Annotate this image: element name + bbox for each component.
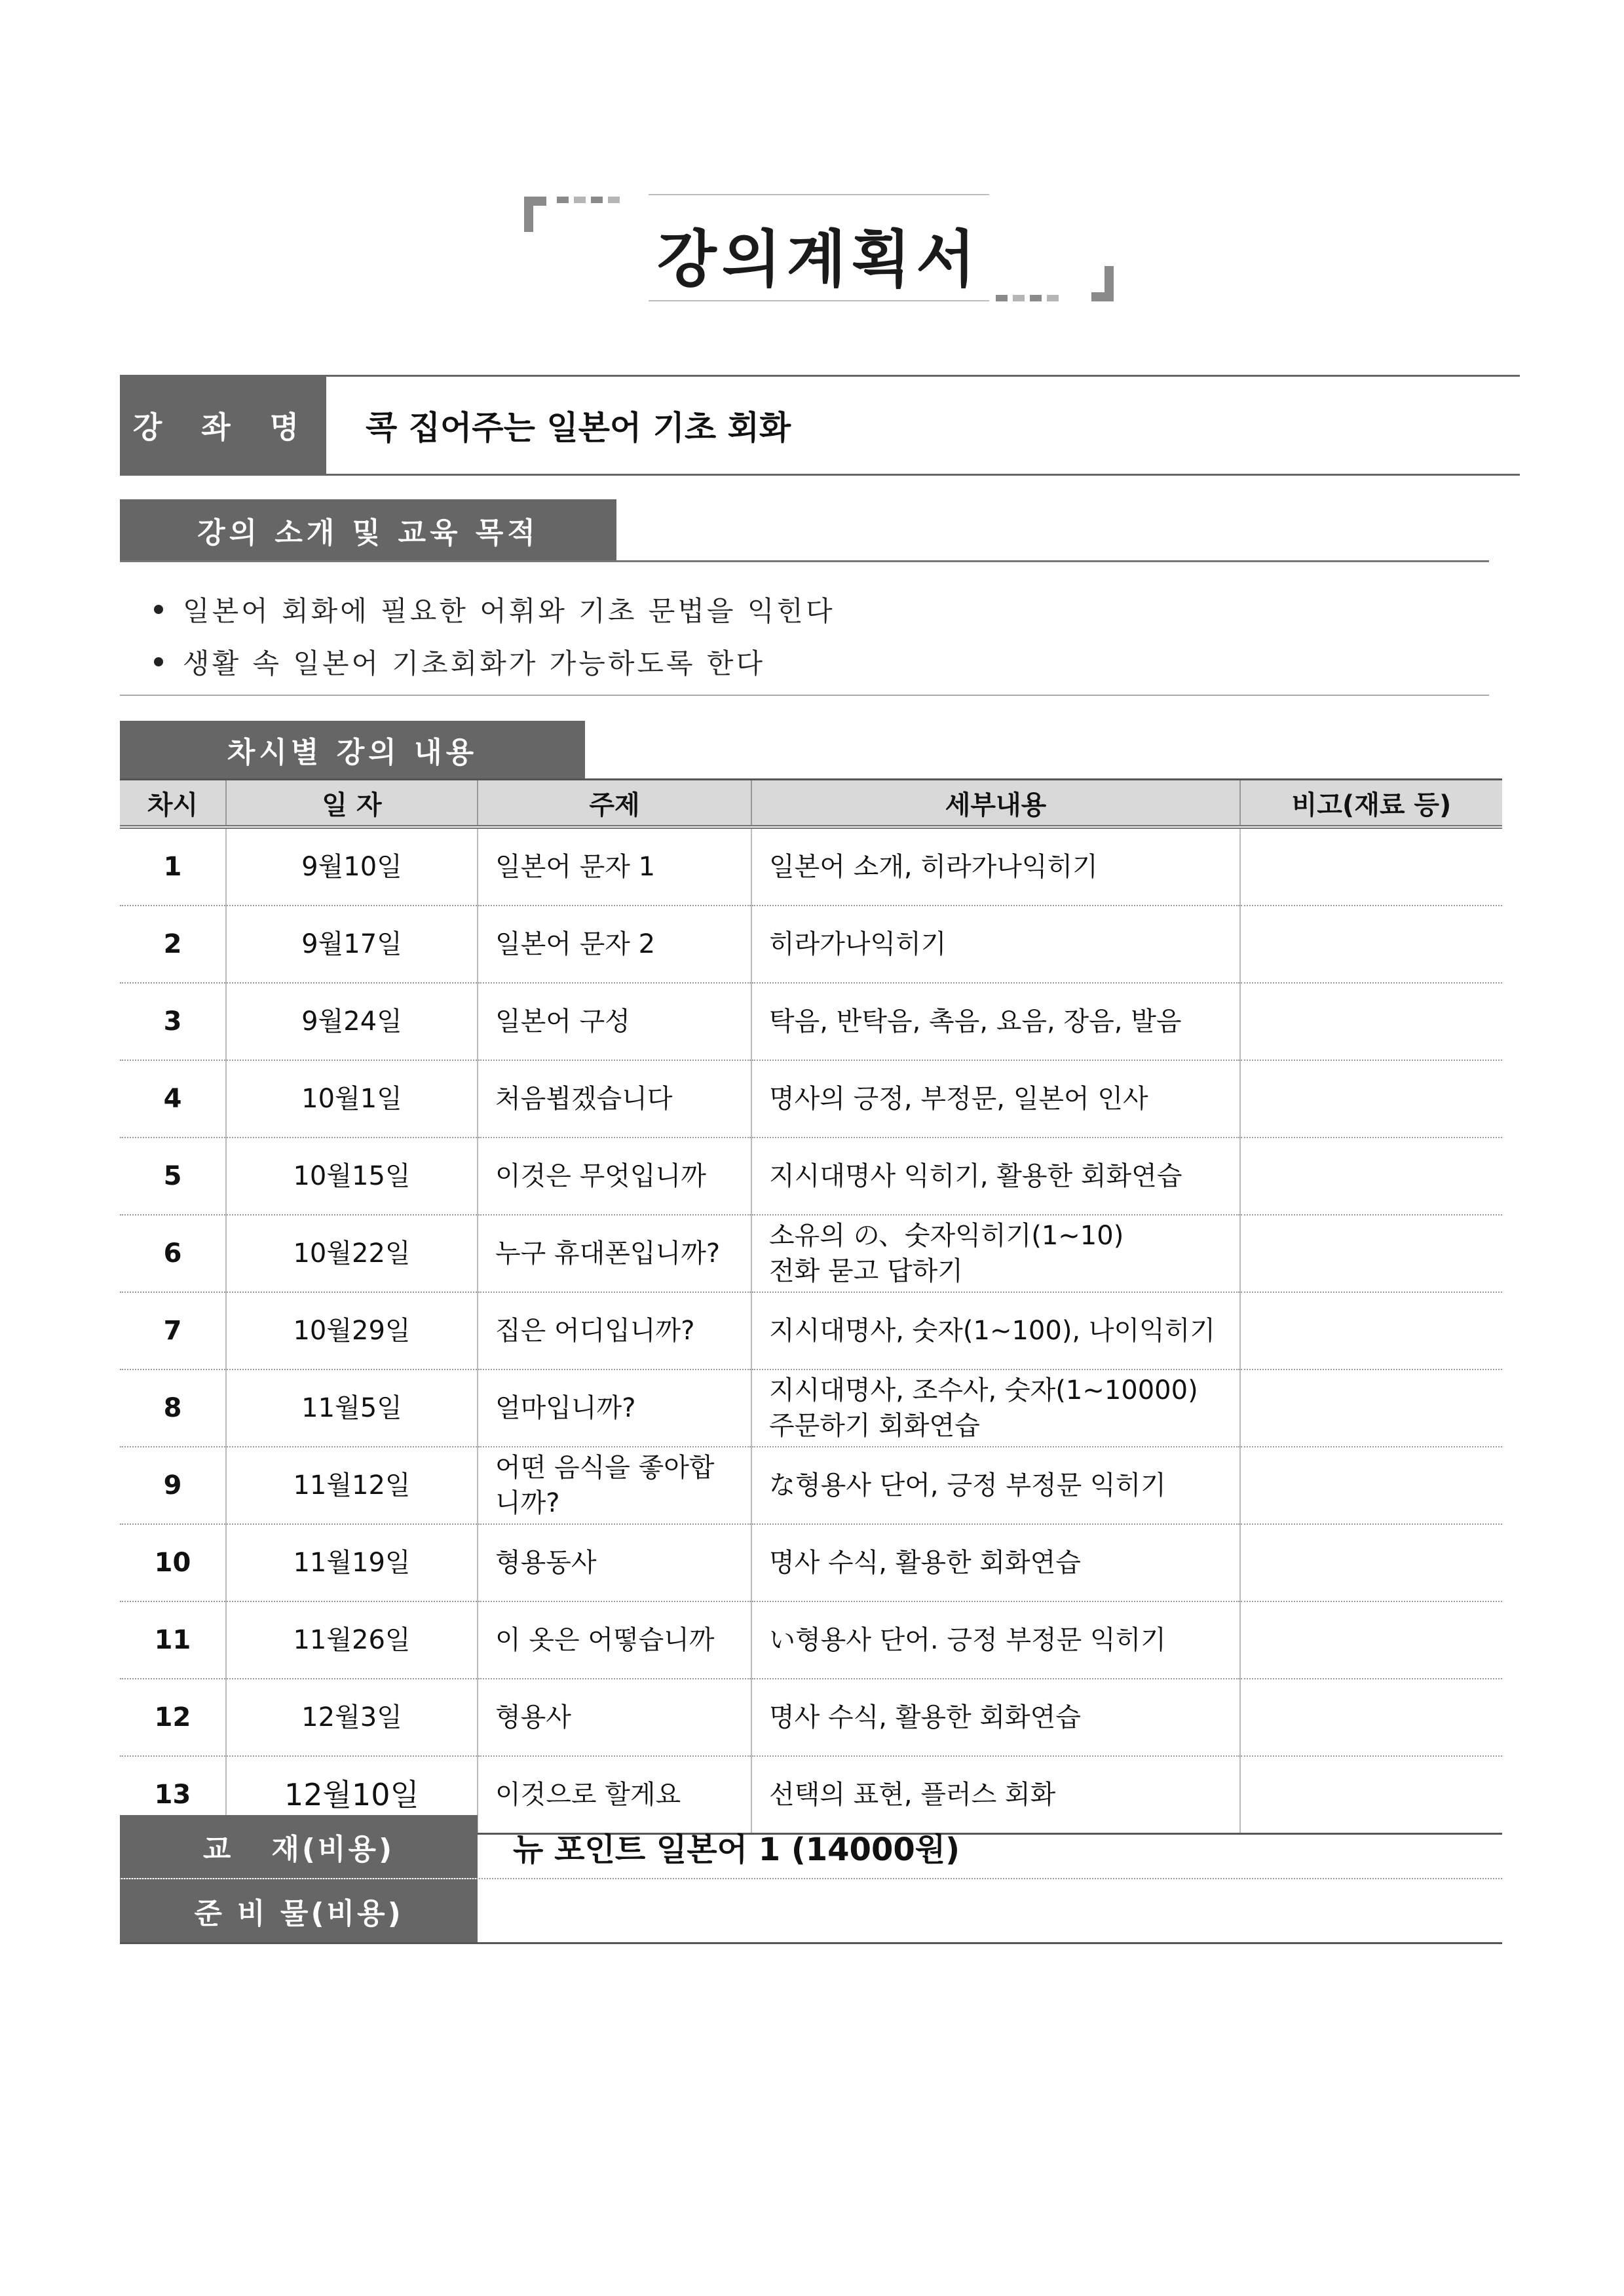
schedule-header: 차시별 강의 내용 (120, 721, 585, 778)
table-row: 1 9월10일 일본어 문자 1 일본어 소개, 히라가나익히기 (120, 827, 1502, 906)
materials-row (120, 1879, 1502, 1944)
table-row: 8 11월5일 얼마입니까? 지시대명사, 조수사, 숫자(1~10000) 주문하기 회화연습 (120, 1369, 1502, 1447)
title-block (524, 190, 1114, 308)
table-row: 7 10월29일 집은 어디입니까? 지시대명사, 숫자(1~100), 나이익히기 (120, 1292, 1502, 1369)
table-header-row (120, 780, 1502, 828)
table-row: 13 12월10일 이것으로 할게요 선택의 표현, 플러스 회화 (120, 1756, 1502, 1834)
col-header-date: 일 자 (226, 780, 478, 828)
table-row: 6 10월22일 누구 휴대폰입니까? 소유의 の、숫자익히기(1~10) 전화 묻고 답하기 (120, 1215, 1502, 1292)
page-title: 강의계획서 (656, 224, 981, 296)
intro-bullet: 일본어 회화에 필요한 어휘와 기초 문법을 익힌다 (154, 583, 835, 636)
table-row: 10 11월19일 형용동사 명사 수식, 활용한 회화연습 (120, 1524, 1502, 1601)
table-row: 4 10월1일 처음뵙겠습니다 명사의 긍정, 부정문, 일본어 인사 (120, 1060, 1502, 1138)
intro-header: 강의 소개 및 교육 목적 (120, 499, 616, 561)
intro-bullets (154, 583, 835, 688)
col-header-note: 비고(재료 등) (1240, 780, 1502, 828)
table-row: 3 9월24일 일본어 구성 탁음, 반탁음, 촉음, 요음, 장음, 발음 (120, 983, 1502, 1060)
materials-label: 준 비 물(비용) (120, 1879, 478, 1942)
table-row: 2 9월17일 일본어 문자 2 히라가나익히기 (120, 906, 1502, 983)
col-header-detail: 세부내용 (751, 780, 1240, 828)
schedule-table (120, 778, 1502, 1835)
table-row: 12 12월3일 형용사 명사 수식, 활용한 회화연습 (120, 1679, 1502, 1756)
col-header-topic: 주제 (478, 780, 751, 828)
course-row (120, 375, 1520, 476)
course-name: 콕 집어주는 일본어 기초 회화 (366, 409, 791, 447)
intro-bullet: 생활 속 일본어 기초회화가 가능하도록 한다 (154, 636, 835, 688)
table-row: 9 11월12일 어떤 음식을 좋아합 니까? な형용사 단어, 긍정 부정문 익히기 (120, 1447, 1502, 1524)
col-header-no: 차시 (120, 780, 226, 828)
table-row: 5 10월15일 이것은 무엇입니까 지시대명사 익히기, 활용한 회화연습 (120, 1138, 1502, 1215)
course-label: 강 좌 명 (120, 377, 326, 474)
title-bracket-right (1091, 266, 1114, 301)
table-row: 11 11월26일 이 옷은 어떻습니까 い형용사 단어. 긍정 부정문 익히기 (120, 1601, 1502, 1679)
title-bracket-left (524, 197, 546, 232)
textbook-row (120, 1815, 1502, 1879)
textbook-label: 교 재(비용) (120, 1815, 478, 1878)
textbook-value: 뉴 포인트 일본어 1 (14000원) (513, 1831, 960, 1868)
